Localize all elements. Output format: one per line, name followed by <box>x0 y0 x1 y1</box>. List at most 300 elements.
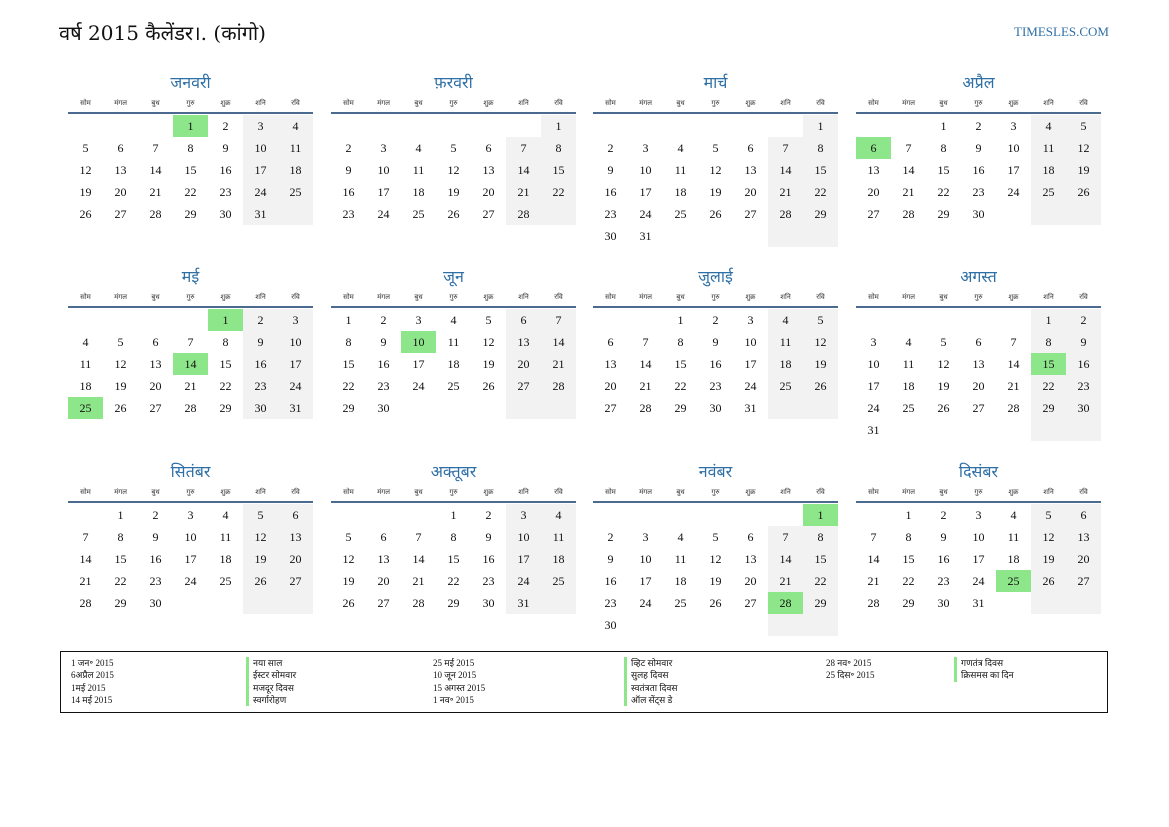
day-cell[interactable]: 31 <box>972 596 985 610</box>
day-cell[interactable]: 13 <box>377 552 390 566</box>
day-cell[interactable]: 12 <box>482 335 495 349</box>
day-cell[interactable]: 10 <box>401 331 436 353</box>
day-cell[interactable]: 4 <box>677 530 684 544</box>
day-cell[interactable]: 16 <box>972 163 985 177</box>
day-cell[interactable]: 5 <box>940 335 947 349</box>
day-cell[interactable]: 1 <box>803 115 838 137</box>
day-cell[interactable]: 22 <box>803 570 838 592</box>
day-cell[interactable]: 27 <box>114 207 127 221</box>
day-cell[interactable]: 23 <box>972 185 985 199</box>
day-cell[interactable]: 16 <box>604 574 617 588</box>
day-cell[interactable]: 4 <box>450 313 457 327</box>
day-cell[interactable]: 11 <box>447 335 460 349</box>
day-cell[interactable]: 6 <box>485 141 492 155</box>
day-cell[interactable]: 28 <box>867 596 880 610</box>
day-cell[interactable]: 25 <box>1031 181 1066 203</box>
day-cell[interactable]: 29 <box>1031 397 1066 419</box>
day-cell[interactable]: 5 <box>117 335 124 349</box>
day-cell[interactable]: 8 <box>905 530 912 544</box>
day-cell[interactable]: 23 <box>377 379 390 393</box>
day-cell[interactable]: 5 <box>803 309 838 331</box>
day-cell[interactable]: 10 <box>506 526 541 548</box>
day-cell[interactable]: 30 <box>1066 397 1101 419</box>
day-cell[interactable]: 26 <box>1031 570 1066 592</box>
day-cell[interactable]: 9 <box>607 163 614 177</box>
day-cell[interactable]: 29 <box>902 596 915 610</box>
day-cell[interactable]: 3 <box>415 313 422 327</box>
day-cell[interactable]: 30 <box>219 207 232 221</box>
day-cell[interactable]: 18 <box>768 353 803 375</box>
day-cell[interactable]: 19 <box>1066 159 1101 181</box>
day-cell[interactable]: 3 <box>506 504 541 526</box>
day-cell[interactable]: 2 <box>152 508 159 522</box>
day-cell[interactable]: 22 <box>902 574 915 588</box>
day-cell[interactable]: 16 <box>604 185 617 199</box>
day-cell[interactable]: 5 <box>1031 504 1066 526</box>
day-cell[interactable]: 28 <box>768 592 803 614</box>
day-cell[interactable]: 24 <box>412 379 425 393</box>
day-cell[interactable]: 12 <box>447 163 460 177</box>
day-cell[interactable]: 15 <box>1031 353 1066 375</box>
day-cell[interactable]: 3 <box>1010 119 1017 133</box>
day-cell[interactable]: 19 <box>79 185 92 199</box>
day-cell[interactable]: 19 <box>342 574 355 588</box>
day-cell[interactable]: 25 <box>447 379 460 393</box>
day-cell[interactable]: 25 <box>674 207 687 221</box>
day-cell[interactable]: 25 <box>412 207 425 221</box>
day-cell[interactable]: 17 <box>184 552 197 566</box>
day-cell[interactable]: 12 <box>937 357 950 371</box>
day-cell[interactable]: 31 <box>639 229 652 243</box>
day-cell[interactable]: 19 <box>482 357 495 371</box>
day-cell[interactable]: 8 <box>940 141 947 155</box>
day-cell[interactable]: 26 <box>1066 181 1101 203</box>
day-cell[interactable]: 8 <box>1031 331 1066 353</box>
day-cell[interactable]: 23 <box>709 379 722 393</box>
day-cell[interactable]: 18 <box>412 185 425 199</box>
day-cell[interactable]: 24 <box>1007 185 1020 199</box>
day-cell[interactable]: 30 <box>243 397 278 419</box>
day-cell[interactable]: 26 <box>447 207 460 221</box>
day-cell[interactable]: 6 <box>506 309 541 331</box>
day-cell[interactable]: 17 <box>506 548 541 570</box>
day-cell[interactable]: 6 <box>152 335 159 349</box>
day-cell[interactable]: 20 <box>278 548 313 570</box>
day-cell[interactable]: 19 <box>709 574 722 588</box>
day-cell[interactable]: 5 <box>243 504 278 526</box>
day-cell[interactable]: 18 <box>219 552 232 566</box>
day-cell[interactable]: 25 <box>768 375 803 397</box>
day-cell[interactable]: 9 <box>345 163 352 177</box>
day-cell[interactable]: 31 <box>867 423 880 437</box>
day-cell[interactable]: 10 <box>972 530 985 544</box>
day-cell[interactable]: 20 <box>149 379 162 393</box>
day-cell[interactable]: 5 <box>712 141 719 155</box>
day-cell[interactable]: 22 <box>342 379 355 393</box>
day-cell[interactable]: 14 <box>506 159 541 181</box>
day-cell[interactable]: 12 <box>1066 137 1101 159</box>
day-cell[interactable]: 29 <box>184 207 197 221</box>
day-cell[interactable]: 17 <box>377 185 390 199</box>
day-cell[interactable]: 20 <box>506 353 541 375</box>
day-cell[interactable]: 21 <box>541 353 576 375</box>
day-cell[interactable]: 9 <box>975 141 982 155</box>
day-cell[interactable]: 27 <box>867 207 880 221</box>
day-cell[interactable]: 7 <box>905 141 912 155</box>
day-cell[interactable]: 28 <box>149 207 162 221</box>
day-cell[interactable]: 8 <box>187 141 194 155</box>
day-cell[interactable]: 20 <box>744 574 757 588</box>
day-cell[interactable]: 5 <box>450 141 457 155</box>
day-cell[interactable]: 21 <box>867 574 880 588</box>
day-cell[interactable]: 21 <box>902 185 915 199</box>
day-cell[interactable]: 20 <box>482 185 495 199</box>
day-cell[interactable]: 17 <box>744 357 757 371</box>
day-cell[interactable]: 9 <box>152 530 159 544</box>
day-cell[interactable]: 30 <box>482 596 495 610</box>
day-cell[interactable]: 19 <box>447 185 460 199</box>
day-cell[interactable]: 1 <box>905 508 912 522</box>
day-cell[interactable]: 15 <box>541 159 576 181</box>
day-cell[interactable]: 19 <box>243 548 278 570</box>
day-cell[interactable]: 1 <box>117 508 124 522</box>
day-cell[interactable]: 15 <box>184 163 197 177</box>
day-cell[interactable]: 4 <box>415 141 422 155</box>
day-cell[interactable]: 28 <box>1007 401 1020 415</box>
day-cell[interactable]: 6 <box>278 504 313 526</box>
day-cell[interactable]: 10 <box>278 331 313 353</box>
day-cell[interactable]: 9 <box>1066 331 1101 353</box>
day-cell[interactable]: 15 <box>937 163 950 177</box>
day-cell[interactable]: 19 <box>803 353 838 375</box>
day-cell[interactable]: 21 <box>768 181 803 203</box>
day-cell[interactable]: 17 <box>639 574 652 588</box>
day-cell[interactable]: 9 <box>222 141 229 155</box>
day-cell[interactable]: 11 <box>768 331 803 353</box>
day-cell[interactable]: 19 <box>1031 548 1066 570</box>
day-cell[interactable]: 16 <box>149 552 162 566</box>
day-cell[interactable]: 21 <box>639 379 652 393</box>
day-cell[interactable]: 3 <box>642 141 649 155</box>
day-cell[interactable]: 18 <box>674 185 687 199</box>
day-cell[interactable]: 26 <box>482 379 495 393</box>
day-cell[interactable]: 30 <box>377 401 390 415</box>
day-cell[interactable]: 28 <box>79 596 92 610</box>
day-cell[interactable]: 17 <box>867 379 880 393</box>
day-cell[interactable]: 28 <box>639 401 652 415</box>
day-cell[interactable]: 26 <box>79 207 92 221</box>
day-cell[interactable]: 16 <box>1066 353 1101 375</box>
day-cell[interactable]: 11 <box>1031 137 1066 159</box>
day-cell[interactable]: 30 <box>604 618 617 632</box>
day-cell[interactable]: 4 <box>541 504 576 526</box>
day-cell[interactable]: 11 <box>79 357 92 371</box>
day-cell[interactable]: 4 <box>677 141 684 155</box>
day-cell[interactable]: 15 <box>219 357 232 371</box>
day-cell[interactable]: 22 <box>1031 375 1066 397</box>
day-cell[interactable]: 21 <box>506 181 541 203</box>
day-cell[interactable]: 23 <box>937 574 950 588</box>
day-cell[interactable]: 17 <box>278 353 313 375</box>
day-cell[interactable]: 27 <box>377 596 390 610</box>
day-cell[interactable]: 11 <box>674 163 687 177</box>
day-cell[interactable]: 16 <box>709 357 722 371</box>
day-cell[interactable]: 2 <box>607 530 614 544</box>
day-cell[interactable]: 1 <box>208 309 243 331</box>
day-cell[interactable]: 14 <box>639 357 652 371</box>
day-cell[interactable]: 29 <box>937 207 950 221</box>
day-cell[interactable]: 2 <box>940 508 947 522</box>
day-cell[interactable]: 14 <box>902 163 915 177</box>
day-cell[interactable]: 8 <box>117 530 124 544</box>
day-cell[interactable]: 9 <box>712 335 719 349</box>
day-cell[interactable]: 15 <box>342 357 355 371</box>
day-cell[interactable]: 14 <box>412 552 425 566</box>
day-cell[interactable]: 21 <box>184 379 197 393</box>
day-cell[interactable]: 15 <box>803 159 838 181</box>
day-cell[interactable]: 18 <box>674 574 687 588</box>
day-cell[interactable]: 16 <box>219 163 232 177</box>
day-cell[interactable]: 3 <box>243 115 278 137</box>
day-cell[interactable]: 27 <box>482 207 495 221</box>
day-cell[interactable]: 23 <box>342 207 355 221</box>
day-cell[interactable]: 4 <box>1010 508 1017 522</box>
day-cell[interactable]: 3 <box>187 508 194 522</box>
day-cell[interactable]: 24 <box>377 207 390 221</box>
day-cell[interactable]: 20 <box>972 379 985 393</box>
day-cell[interactable]: 21 <box>768 570 803 592</box>
day-cell[interactable]: 19 <box>709 185 722 199</box>
day-cell[interactable]: 27 <box>278 570 313 592</box>
day-cell[interactable]: 13 <box>114 163 127 177</box>
day-cell[interactable]: 20 <box>867 185 880 199</box>
day-cell[interactable]: 7 <box>768 526 803 548</box>
day-cell[interactable]: 10 <box>867 357 880 371</box>
day-cell[interactable]: 26 <box>114 401 127 415</box>
day-cell[interactable]: 29 <box>219 401 232 415</box>
day-cell[interactable]: 12 <box>114 357 127 371</box>
day-cell[interactable]: 2 <box>345 141 352 155</box>
day-cell[interactable]: 5 <box>82 141 89 155</box>
day-cell[interactable]: 15 <box>447 552 460 566</box>
day-cell[interactable]: 29 <box>114 596 127 610</box>
day-cell[interactable]: 23 <box>1066 375 1101 397</box>
day-cell[interactable]: 2 <box>975 119 982 133</box>
day-cell[interactable]: 15 <box>674 357 687 371</box>
day-cell[interactable]: 20 <box>744 185 757 199</box>
day-cell[interactable]: 17 <box>243 159 278 181</box>
day-cell[interactable]: 26 <box>803 375 838 397</box>
day-cell[interactable]: 23 <box>604 207 617 221</box>
day-cell[interactable]: 6 <box>1066 504 1101 526</box>
day-cell[interactable]: 12 <box>243 526 278 548</box>
day-cell[interactable]: 14 <box>768 159 803 181</box>
day-cell[interactable]: 1 <box>940 119 947 133</box>
day-cell[interactable]: 12 <box>342 552 355 566</box>
day-cell[interactable]: 1 <box>677 313 684 327</box>
day-cell[interactable]: 25 <box>68 397 103 419</box>
day-cell[interactable]: 9 <box>607 552 614 566</box>
day-cell[interactable]: 4 <box>1031 115 1066 137</box>
day-cell[interactable]: 14 <box>867 552 880 566</box>
day-cell[interactable]: 20 <box>1066 548 1101 570</box>
day-cell[interactable]: 2 <box>380 313 387 327</box>
day-cell[interactable]: 25 <box>902 401 915 415</box>
day-cell[interactable]: 1 <box>345 313 352 327</box>
day-cell[interactable]: 3 <box>278 309 313 331</box>
day-cell[interactable]: 25 <box>674 596 687 610</box>
day-cell[interactable]: 24 <box>639 596 652 610</box>
day-cell[interactable]: 18 <box>79 379 92 393</box>
day-cell[interactable]: 28 <box>184 401 197 415</box>
day-cell[interactable]: 10 <box>243 137 278 159</box>
day-cell[interactable]: 30 <box>149 596 162 610</box>
day-cell[interactable]: 14 <box>1007 357 1020 371</box>
day-cell[interactable]: 7 <box>541 309 576 331</box>
day-cell[interactable]: 13 <box>604 357 617 371</box>
day-cell[interactable]: 6 <box>856 137 891 159</box>
day-cell[interactable]: 1 <box>1031 309 1066 331</box>
day-cell[interactable]: 6 <box>380 530 387 544</box>
day-cell[interactable]: 9 <box>485 530 492 544</box>
day-cell[interactable]: 19 <box>937 379 950 393</box>
day-cell[interactable]: 10 <box>639 552 652 566</box>
day-cell[interactable]: 30 <box>709 401 722 415</box>
day-cell[interactable]: 16 <box>243 353 278 375</box>
day-cell[interactable]: 7 <box>187 335 194 349</box>
day-cell[interactable]: 7 <box>415 530 422 544</box>
day-cell[interactable]: 1 <box>173 115 208 137</box>
day-cell[interactable]: 15 <box>902 552 915 566</box>
day-cell[interactable]: 21 <box>79 574 92 588</box>
day-cell[interactable]: 18 <box>1007 552 1020 566</box>
day-cell[interactable]: 20 <box>377 574 390 588</box>
day-cell[interactable]: 18 <box>902 379 915 393</box>
day-cell[interactable]: 11 <box>902 357 915 371</box>
day-cell[interactable]: 24 <box>184 574 197 588</box>
day-cell[interactable]: 24 <box>639 207 652 221</box>
day-cell[interactable]: 27 <box>744 596 757 610</box>
day-cell[interactable]: 10 <box>1007 141 1020 155</box>
day-cell[interactable]: 6 <box>747 141 754 155</box>
day-cell[interactable]: 13 <box>1066 526 1101 548</box>
day-cell[interactable]: 5 <box>485 313 492 327</box>
day-cell[interactable]: 14 <box>541 331 576 353</box>
day-cell[interactable]: 15 <box>114 552 127 566</box>
day-cell[interactable]: 16 <box>342 185 355 199</box>
day-cell[interactable]: 9 <box>380 335 387 349</box>
day-cell[interactable]: 12 <box>1031 526 1066 548</box>
day-cell[interactable]: 28 <box>768 203 803 225</box>
day-cell[interactable]: 16 <box>937 552 950 566</box>
day-cell[interactable]: 6 <box>117 141 124 155</box>
day-cell[interactable]: 7 <box>870 530 877 544</box>
day-cell[interactable]: 25 <box>541 570 576 592</box>
day-cell[interactable]: 5 <box>712 530 719 544</box>
day-cell[interactable]: 25 <box>996 570 1031 592</box>
day-cell[interactable]: 21 <box>412 574 425 588</box>
day-cell[interactable]: 27 <box>744 207 757 221</box>
day-cell[interactable]: 12 <box>79 163 92 177</box>
day-cell[interactable]: 22 <box>937 185 950 199</box>
day-cell[interactable]: 13 <box>482 163 495 177</box>
day-cell[interactable]: 24 <box>278 375 313 397</box>
day-cell[interactable]: 18 <box>541 548 576 570</box>
day-cell[interactable]: 26 <box>709 207 722 221</box>
day-cell[interactable]: 31 <box>278 397 313 419</box>
day-cell[interactable]: 3 <box>870 335 877 349</box>
day-cell[interactable]: 11 <box>278 137 313 159</box>
day-cell[interactable]: 24 <box>744 379 757 393</box>
day-cell[interactable]: 3 <box>380 141 387 155</box>
day-cell[interactable]: 24 <box>867 401 880 415</box>
day-cell[interactable]: 24 <box>243 181 278 203</box>
day-cell[interactable]: 7 <box>768 137 803 159</box>
day-cell[interactable]: 2 <box>222 119 229 133</box>
day-cell[interactable]: 19 <box>114 379 127 393</box>
day-cell[interactable]: 10 <box>377 163 390 177</box>
day-cell[interactable]: 14 <box>173 353 208 375</box>
day-cell[interactable]: 29 <box>674 401 687 415</box>
day-cell[interactable]: 2 <box>712 313 719 327</box>
day-cell[interactable]: 2 <box>243 309 278 331</box>
day-cell[interactable]: 26 <box>937 401 950 415</box>
day-cell[interactable]: 11 <box>674 552 687 566</box>
day-cell[interactable]: 11 <box>541 526 576 548</box>
day-cell[interactable]: 8 <box>803 137 838 159</box>
day-cell[interactable]: 22 <box>114 574 127 588</box>
day-cell[interactable]: 24 <box>506 570 541 592</box>
day-cell[interactable]: 26 <box>243 570 278 592</box>
day-cell[interactable]: 23 <box>482 574 495 588</box>
day-cell[interactable]: 21 <box>149 185 162 199</box>
day-cell[interactable]: 4 <box>222 508 229 522</box>
day-cell[interactable]: 8 <box>450 530 457 544</box>
day-cell[interactable]: 3 <box>747 313 754 327</box>
day-cell[interactable]: 31 <box>744 401 757 415</box>
day-cell[interactable]: 17 <box>639 185 652 199</box>
day-cell[interactable]: 22 <box>447 574 460 588</box>
day-cell[interactable]: 7 <box>642 335 649 349</box>
day-cell[interactable]: 8 <box>803 526 838 548</box>
day-cell[interactable]: 17 <box>972 552 985 566</box>
day-cell[interactable]: 4 <box>768 309 803 331</box>
day-cell[interactable]: 18 <box>1031 159 1066 181</box>
day-cell[interactable]: 14 <box>149 163 162 177</box>
day-cell[interactable]: 22 <box>184 185 197 199</box>
day-cell[interactable]: 13 <box>506 331 541 353</box>
day-cell[interactable]: 22 <box>674 379 687 393</box>
day-cell[interactable]: 28 <box>541 375 576 397</box>
day-cell[interactable]: 11 <box>1007 530 1020 544</box>
day-cell[interactable]: 2 <box>607 141 614 155</box>
day-cell[interactable]: 26 <box>342 596 355 610</box>
day-cell[interactable]: 1 <box>541 115 576 137</box>
day-cell[interactable]: 26 <box>709 596 722 610</box>
day-cell[interactable]: 9 <box>243 331 278 353</box>
day-cell[interactable]: 23 <box>604 596 617 610</box>
day-cell[interactable]: 27 <box>604 401 617 415</box>
day-cell[interactable]: 29 <box>803 203 838 225</box>
day-cell[interactable]: 23 <box>149 574 162 588</box>
day-cell[interactable]: 30 <box>604 229 617 243</box>
day-cell[interactable]: 2 <box>1066 309 1101 331</box>
day-cell[interactable]: 27 <box>149 401 162 415</box>
day-cell[interactable]: 31 <box>243 203 278 225</box>
day-cell[interactable]: 13 <box>867 163 880 177</box>
day-cell[interactable]: 16 <box>482 552 495 566</box>
day-cell[interactable]: 7 <box>1010 335 1017 349</box>
